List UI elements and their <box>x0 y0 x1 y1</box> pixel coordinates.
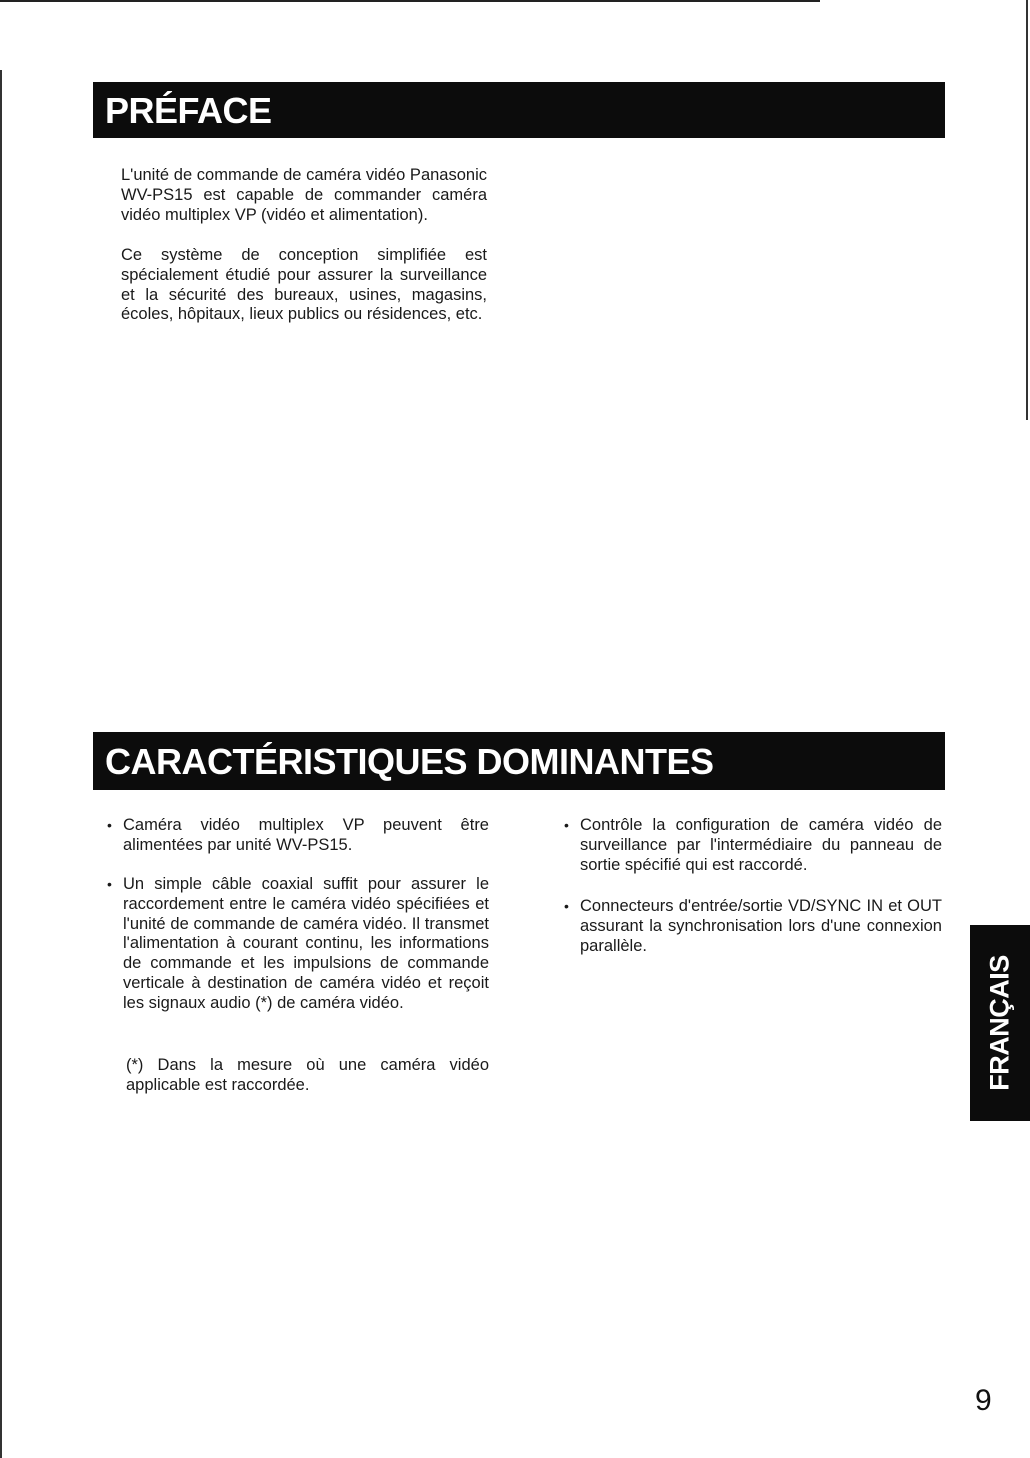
preface-paragraph-1: L'unité de commande de caméra vidéo Panasonic WV-PS15 est capable de commander caméra vidéo multiplex VP (vidéo et alimentation). <box>121 166 487 224</box>
features-heading-text: CARACTÉRISTIQUES DOMINANTES <box>105 741 714 782</box>
page-number: 9 <box>975 1384 992 1417</box>
bullet-icon: • <box>564 898 569 914</box>
language-tab-label: FRANÇAIS <box>984 955 1015 1091</box>
feature-item-text: Caméra vidéo multiplex VP peuvent être alimentées par unité WV-PS15. <box>123 816 489 854</box>
feature-item-text: Connecteurs d'entrée/sortie VD/SYNC IN et OUT assurant la synchronisation lors d'une connexion parallèle. <box>580 897 942 955</box>
feature-item-right-2 <box>564 897 942 956</box>
preface-paragraph-2: Ce système de conception simplifiée est spécialement étudié pour assurer la surveillance et la sécurité des bureaux, usines, magasins, écoles, hôpitaux, lieux publics ou résidences, etc. <box>121 246 487 324</box>
bullet-icon: • <box>107 817 112 833</box>
scan-edge-left <box>0 70 2 1458</box>
scan-edge-top <box>0 0 820 2</box>
feature-item-left-2 <box>107 875 489 1014</box>
scan-edge-right <box>1026 0 1028 420</box>
feature-item-right-1 <box>564 816 942 875</box>
preface-heading-text: PRÉFACE <box>105 90 272 131</box>
bullet-icon: • <box>107 876 112 892</box>
feature-footnote: (*) Dans la mesure où une caméra vidéo applicable est raccordée. <box>126 1056 489 1094</box>
feature-item-text: Contrôle la configuration de caméra vidéo de surveillance par l'intermédiaire du panneau de sortie spécifié qui est raccordé. <box>580 816 942 874</box>
feature-item-text: Un simple câble coaxial suffit pour assurer le raccordement entre le caméra vidéo spécifiées et l'unité de commande de caméra vidéo. Il transmet l'alimentation à courant continu, les informations de commande et les impulsions de commande verticale à destination de caméra vidéo et reçoit les signaux audio (*) de caméra vidéo. <box>123 875 489 1012</box>
language-tab <box>970 925 1030 1121</box>
preface-heading <box>93 82 945 138</box>
features-heading <box>93 732 945 790</box>
feature-item-left-1 <box>107 816 489 856</box>
bullet-icon: • <box>564 817 569 833</box>
